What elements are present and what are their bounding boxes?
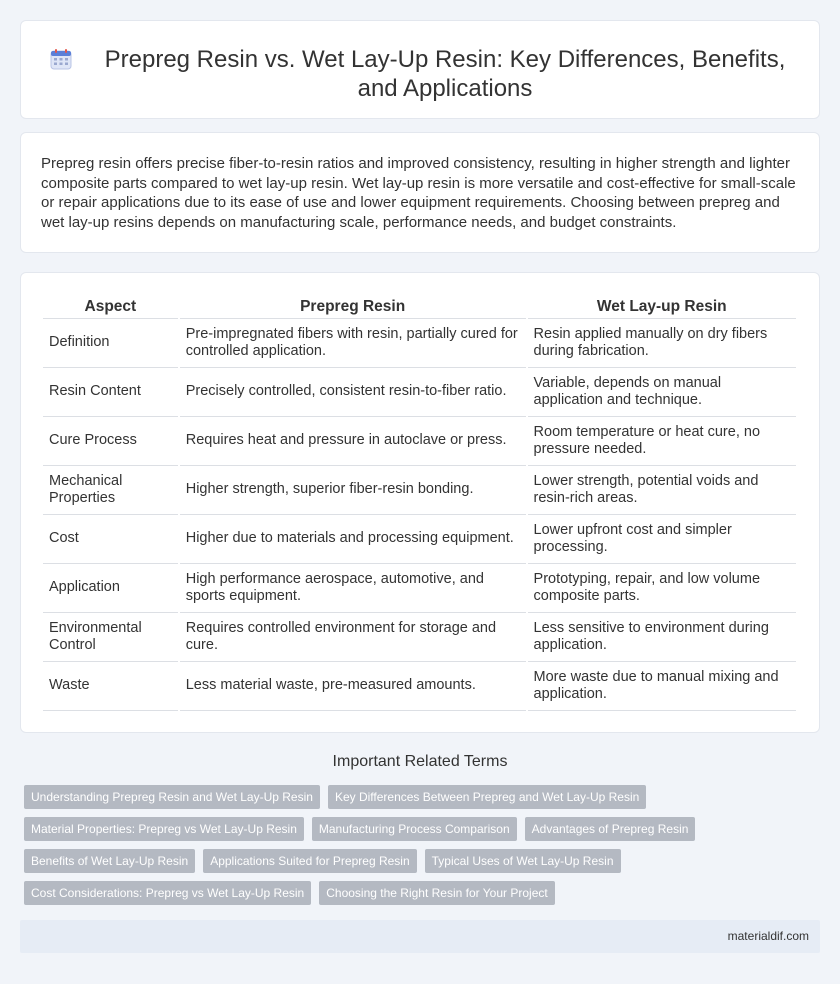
related-term-tag[interactable]: Key Differences Between Prepreg and Wet Lay-Up Resin [328,785,646,809]
table-row [43,662,796,711]
wet-layup-cell: More waste due to manual mixing and application. [528,662,796,711]
table-row [43,515,796,564]
table-row [43,319,796,368]
aspect-cell: Cost [43,515,178,564]
intro-card [20,132,820,253]
table-row [43,613,796,662]
column-header-aspect: Aspect [43,295,178,319]
column-header-prepreg: Prepreg Resin [180,295,526,319]
footer-site-link[interactable]: materialdif.com [727,929,809,943]
related-term-tag[interactable]: Material Properties: Prepreg vs Wet Lay-Up Resin [24,817,304,841]
aspect-cell: Mechanical Properties [43,466,178,515]
wet-layup-cell: Resin applied manually on dry fibers during fabrication. [528,319,796,368]
related-terms-list [24,785,824,905]
table-row [43,564,796,613]
related-term-tag[interactable]: Advantages of Prepreg Resin [525,817,696,841]
intro-text: Prepreg resin offers precise fiber-to-resin ratios and improved consistency, resulting in higher strength and lighter composite parts compared to wet lay-up resin. Wet lay-up resin is more versatile and cost-effective for small-scale or repair applications due to its ease of use and lower equipment requirements. Choosing between prepreg and wet lay-up resins depends on manufacturing scale, performance needs, and budget constraints. [41,155,796,231]
aspect-cell: Application [43,564,178,613]
wet-layup-cell: Lower upfront cost and simpler processing. [528,515,796,564]
related-term-tag[interactable]: Manufacturing Process Comparison [312,817,517,841]
wet-layup-cell: Prototyping, repair, and low volume composite parts. [528,564,796,613]
aspect-cell: Environmental Control [43,613,178,662]
wet-layup-cell: Variable, depends on manual application and technique. [528,368,796,417]
comparison-table [41,295,798,711]
table-row [43,466,796,515]
aspect-cell: Cure Process [43,417,178,466]
related-term-tag[interactable]: Typical Uses of Wet Lay-Up Resin [425,849,621,873]
table-row [43,417,796,466]
comparison-card [20,272,820,733]
related-term-tag[interactable]: Choosing the Right Resin for Your Project [319,881,554,905]
page-title: Prepreg Resin vs. Wet Lay-Up Resin: Key Differences, Benefits, and Applications [104,46,786,102]
related-term-tag[interactable]: Benefits of Wet Lay-Up Resin [24,849,195,873]
prepreg-cell: Pre-impregnated fibers with resin, partially cured for controlled application. [180,319,526,368]
wet-layup-cell: Less sensitive to environment during application. [528,613,796,662]
prepreg-cell: High performance aerospace, automotive, and sports equipment. [180,564,526,613]
table-header-row [43,295,796,319]
calendar-icon [49,47,73,71]
table-row [43,368,796,417]
aspect-cell: Waste [43,662,178,711]
header-card [20,20,820,119]
wet-layup-cell: Lower strength, potential voids and resin-rich areas. [528,466,796,515]
wet-layup-cell: Room temperature or heat cure, no pressure needed. [528,417,796,466]
prepreg-cell: Higher strength, superior fiber-resin bonding. [180,466,526,515]
aspect-cell: Definition [43,319,178,368]
related-term-tag[interactable]: Understanding Prepreg Resin and Wet Lay-Up Resin [24,785,320,809]
column-header-wet-layup: Wet Lay-up Resin [528,295,796,319]
prepreg-cell: Precisely controlled, consistent resin-to-fiber ratio. [180,368,526,417]
prepreg-cell: Requires controlled environment for storage and cure. [180,613,526,662]
related-term-tag[interactable]: Applications Suited for Prepreg Resin [203,849,416,873]
related-terms-heading: Important Related Terms [332,753,508,770]
prepreg-cell: Less material waste, pre-measured amounts. [180,662,526,711]
aspect-cell: Resin Content [43,368,178,417]
prepreg-cell: Higher due to materials and processing equipment. [180,515,526,564]
related-term-tag[interactable]: Cost Considerations: Prepreg vs Wet Lay-Up Resin [24,881,311,905]
prepreg-cell: Requires heat and pressure in autoclave or press. [180,417,526,466]
footer [20,920,820,953]
